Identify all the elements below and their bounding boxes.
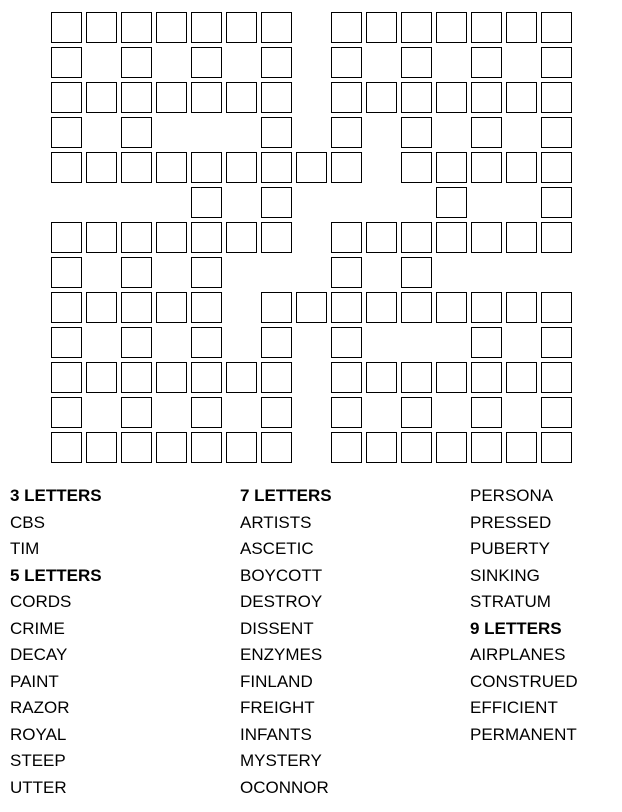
grid-cell-r10-c9[interactable]: [331, 327, 362, 358]
grid-cell-r10-c13[interactable]: [471, 327, 502, 358]
grid-cell-r2-c7[interactable]: [261, 47, 292, 78]
grid-cell-r9-c8[interactable]: [296, 292, 327, 323]
grid-cell-r5-c6[interactable]: [226, 152, 257, 183]
grid-cell-r10-c1[interactable]: [51, 327, 82, 358]
grid-cell-r9-c14[interactable]: [506, 292, 537, 323]
grid-cell-r11-c9[interactable]: [331, 362, 362, 393]
grid-cell-r3-c14[interactable]: [506, 82, 537, 113]
grid-cell-r6-c15[interactable]: [541, 187, 572, 218]
word-list-item: DISSENT: [240, 618, 314, 638]
grid-cell-r5-c8[interactable]: [296, 152, 327, 183]
word-list-heading: 5 LETTERS: [10, 565, 102, 585]
grid-cell-r13-c14[interactable]: [506, 432, 537, 463]
grid-cell-r5-c15[interactable]: [541, 152, 572, 183]
word-list-item: CBS: [10, 512, 45, 532]
grid-cell-r4-c13[interactable]: [471, 117, 502, 148]
grid-cell-r7-c2[interactable]: [86, 222, 117, 253]
grid-cell-r7-c9[interactable]: [331, 222, 362, 253]
grid-cell-r12-c15[interactable]: [541, 397, 572, 428]
grid-cell-r3-c9[interactable]: [331, 82, 362, 113]
grid-cell-r4-c3[interactable]: [121, 117, 152, 148]
grid-cell-r1-c15[interactable]: [541, 12, 572, 43]
grid-cell-r2-c1[interactable]: [51, 47, 82, 78]
word-list-heading: 3 LETTERS: [10, 486, 102, 505]
grid-cell-r10-c7[interactable]: [261, 327, 292, 358]
grid-cell-r10-c5[interactable]: [191, 327, 222, 358]
grid-cell-r7-c7[interactable]: [261, 222, 292, 253]
word-list-item: RAZOR: [10, 698, 70, 717]
grid-cell-r3-c13[interactable]: [471, 82, 502, 113]
word-list-item: PAINT: [10, 671, 59, 691]
word-list-column-1: [10, 483, 230, 801]
word-list-item: CRIME: [10, 618, 65, 638]
grid-cell-r9-c2[interactable]: [86, 292, 117, 323]
word-list-column-2: [240, 483, 460, 801]
grid-cell-r9-c11[interactable]: [401, 292, 432, 323]
grid-cell-r11-c2[interactable]: [86, 362, 117, 393]
grid-cell-r12-c13[interactable]: [471, 397, 502, 428]
grid-cell-r12-c7[interactable]: [261, 397, 292, 428]
grid-cell-r13-c12[interactable]: [436, 432, 467, 463]
word-list-item: DECAY: [10, 645, 68, 664]
grid-cell-r8-c3[interactable]: [121, 257, 152, 288]
word-list-item: PUBERTY: [470, 539, 550, 558]
grid-cell-r10-c3[interactable]: [121, 327, 152, 358]
grid-cell-r7-c4[interactable]: [156, 222, 187, 253]
grid-cell-r1-c9[interactable]: [331, 12, 362, 43]
grid-cell-r13-c3[interactable]: [121, 432, 152, 463]
grid-cell-r5-c7[interactable]: [261, 152, 292, 183]
grid-cell-r13-c9[interactable]: [331, 432, 362, 463]
grid-cell-r3-c2[interactable]: [86, 82, 117, 113]
word-list-item: FREIGHT: [240, 698, 315, 717]
word-list-item: BOYCOTT: [240, 565, 323, 585]
grid-cell-r7-c3[interactable]: [121, 222, 152, 253]
grid-cell-r3-c3[interactable]: [121, 82, 152, 113]
word-list-column-3: [470, 483, 622, 748]
grid-cell-r1-c13[interactable]: [471, 12, 502, 43]
word-list-item: PERMANENT: [470, 724, 577, 744]
grid-cell-r5-c1[interactable]: [51, 152, 82, 183]
grid-cell-r7-c15[interactable]: [541, 222, 572, 253]
word-list-item: PERSONA: [470, 486, 554, 505]
grid-cell-r5-c13[interactable]: [471, 152, 502, 183]
grid-cell-r11-c11[interactable]: [401, 362, 432, 393]
grid-cell-r12-c11[interactable]: [401, 397, 432, 428]
grid-cell-r11-c3[interactable]: [121, 362, 152, 393]
grid-cell-r6-c5[interactable]: [191, 187, 222, 218]
grid-cell-r11-c15[interactable]: [541, 362, 572, 393]
grid-cell-r10-c15[interactable]: [541, 327, 572, 358]
grid-cell-r13-c11[interactable]: [401, 432, 432, 463]
grid-cell-r11-c14[interactable]: [506, 362, 537, 393]
grid-cell-r3-c6[interactable]: [226, 82, 257, 113]
grid-cell-r1-c10[interactable]: [366, 12, 397, 43]
grid-cell-r11-c4[interactable]: [156, 362, 187, 393]
grid-cell-r12-c3[interactable]: [121, 397, 152, 428]
grid-cell-r5-c12[interactable]: [436, 152, 467, 183]
grid-cell-r7-c6[interactable]: [226, 222, 257, 253]
word-list-item: TIM: [10, 539, 40, 558]
grid-cell-r9-c13[interactable]: [471, 292, 502, 323]
grid-cell-r1-c12[interactable]: [436, 12, 467, 43]
grid-cell-r11-c1[interactable]: [51, 362, 82, 393]
word-list-item: INFANTS: [240, 724, 312, 744]
word-list-item: STEEP: [10, 751, 66, 770]
grid-cell-r9-c5[interactable]: [191, 292, 222, 323]
word-list-item: OCONNOR: [240, 777, 329, 797]
grid-cell-r5-c2[interactable]: [86, 152, 117, 183]
word-list-item: MYSTERY: [240, 751, 322, 770]
grid-cell-r7-c5[interactable]: [191, 222, 222, 253]
grid-cell-r7-c12[interactable]: [436, 222, 467, 253]
word-list-item: CONSTRUED: [470, 671, 578, 691]
grid-cell-r1-c4[interactable]: [156, 12, 187, 43]
grid-cell-r5-c9[interactable]: [331, 152, 362, 183]
grid-cell-r8-c9[interactable]: [331, 257, 362, 288]
grid-cell-r8-c1[interactable]: [51, 257, 82, 288]
grid-cell-r3-c7[interactable]: [261, 82, 292, 113]
grid-cell-r5-c5[interactable]: [191, 152, 222, 183]
word-list-item: ASCETIC: [240, 539, 314, 558]
grid-cell-r11-c5[interactable]: [191, 362, 222, 393]
grid-cell-r2-c13[interactable]: [471, 47, 502, 78]
grid-cell-r3-c10[interactable]: [366, 82, 397, 113]
grid-cell-r1-c6[interactable]: [226, 12, 257, 43]
grid-cell-r2-c9[interactable]: [331, 47, 362, 78]
grid-cell-r3-c4[interactable]: [156, 82, 187, 113]
grid-cell-r9-c3[interactable]: [121, 292, 152, 323]
grid-cell-r13-c10[interactable]: [366, 432, 397, 463]
grid-cell-r4-c1[interactable]: [51, 117, 82, 148]
grid-cell-r4-c11[interactable]: [401, 117, 432, 148]
grid-cell-r13-c7[interactable]: [261, 432, 292, 463]
grid-cell-r7-c1[interactable]: [51, 222, 82, 253]
word-list-item: STRATUM: [470, 592, 551, 611]
grid-cell-r13-c6[interactable]: [226, 432, 257, 463]
grid-cell-r12-c5[interactable]: [191, 397, 222, 428]
word-list-item: EFFICIENT: [470, 698, 558, 717]
grid-cell-r2-c15[interactable]: [541, 47, 572, 78]
grid-cell-r7-c11[interactable]: [401, 222, 432, 253]
grid-cell-r3-c11[interactable]: [401, 82, 432, 113]
word-list-heading: 9 LETTERS: [470, 618, 562, 638]
grid-cell-r4-c9[interactable]: [331, 117, 362, 148]
grid-cell-r13-c5[interactable]: [191, 432, 222, 463]
grid-cell-r9-c15[interactable]: [541, 292, 572, 323]
word-list-item: PRESSED: [470, 512, 552, 532]
grid-cell-r8-c11[interactable]: [401, 257, 432, 288]
grid-cell-r7-c10[interactable]: [366, 222, 397, 253]
grid-cell-r12-c9[interactable]: [331, 397, 362, 428]
grid-cell-r5-c11[interactable]: [401, 152, 432, 183]
word-list-item: ROYAL: [10, 724, 67, 744]
grid-cell-r9-c1[interactable]: [51, 292, 82, 323]
grid-cell-r11-c10[interactable]: [366, 362, 397, 393]
word-list-item: ARTISTS: [240, 512, 312, 532]
grid-cell-r6-c7[interactable]: [261, 187, 292, 218]
grid-cell-r2-c5[interactable]: [191, 47, 222, 78]
grid-cell-r12-c1[interactable]: [51, 397, 82, 428]
grid-cell-r3-c15[interactable]: [541, 82, 572, 113]
grid-cell-r8-c5[interactable]: [191, 257, 222, 288]
grid-cell-r13-c15[interactable]: [541, 432, 572, 463]
word-list-item: CORDS: [10, 592, 72, 611]
grid-cell-r11-c6[interactable]: [226, 362, 257, 393]
grid-cell-r13-c1[interactable]: [51, 432, 82, 463]
grid-cell-r3-c5[interactable]: [191, 82, 222, 113]
grid-cell-r9-c9[interactable]: [331, 292, 362, 323]
grid-cell-r4-c7[interactable]: [261, 117, 292, 148]
grid-cell-r9-c12[interactable]: [436, 292, 467, 323]
grid-cell-r13-c2[interactable]: [86, 432, 117, 463]
grid-cell-r1-c14[interactable]: [506, 12, 537, 43]
grid-cell-r9-c10[interactable]: [366, 292, 397, 323]
grid-cell-r6-c12[interactable]: [436, 187, 467, 218]
word-list-item: UTTER: [10, 777, 67, 797]
grid-cell-r5-c4[interactable]: [156, 152, 187, 183]
grid-cell-r5-c14[interactable]: [506, 152, 537, 183]
grid-cell-r9-c4[interactable]: [156, 292, 187, 323]
grid-cell-r9-c7[interactable]: [261, 292, 292, 323]
grid-cell-r3-c12[interactable]: [436, 82, 467, 113]
grid-cell-r5-c3[interactable]: [121, 152, 152, 183]
word-list-item: SINKING: [470, 565, 540, 585]
word-list-heading: 7 LETTERS: [240, 486, 332, 505]
grid-cell-r1-c5[interactable]: [191, 12, 222, 43]
grid-cell-r1-c1[interactable]: [51, 12, 82, 43]
word-list-item: FINLAND: [240, 671, 313, 691]
grid-cell-r4-c15[interactable]: [541, 117, 572, 148]
grid-cell-r1-c2[interactable]: [86, 12, 117, 43]
grid-cell-r3-c1[interactable]: [51, 82, 82, 113]
grid-cell-r13-c4[interactable]: [156, 432, 187, 463]
grid-cell-r11-c7[interactable]: [261, 362, 292, 393]
grid-cell-r7-c14[interactable]: [506, 222, 537, 253]
grid-cell-r2-c11[interactable]: [401, 47, 432, 78]
word-list-item: ENZYMES: [240, 645, 323, 664]
grid-cell-r7-c13[interactable]: [471, 222, 502, 253]
grid-cell-r13-c13[interactable]: [471, 432, 502, 463]
grid-cell-r1-c7[interactable]: [261, 12, 292, 43]
grid-cell-r1-c11[interactable]: [401, 12, 432, 43]
word-list-item: DESTROY: [240, 592, 323, 611]
word-list-item: AIRPLANES: [470, 645, 566, 664]
grid-cell-r1-c3[interactable]: [121, 12, 152, 43]
grid-cell-r11-c13[interactable]: [471, 362, 502, 393]
grid-cell-r2-c3[interactable]: [121, 47, 152, 78]
grid-cell-r11-c12[interactable]: [436, 362, 467, 393]
